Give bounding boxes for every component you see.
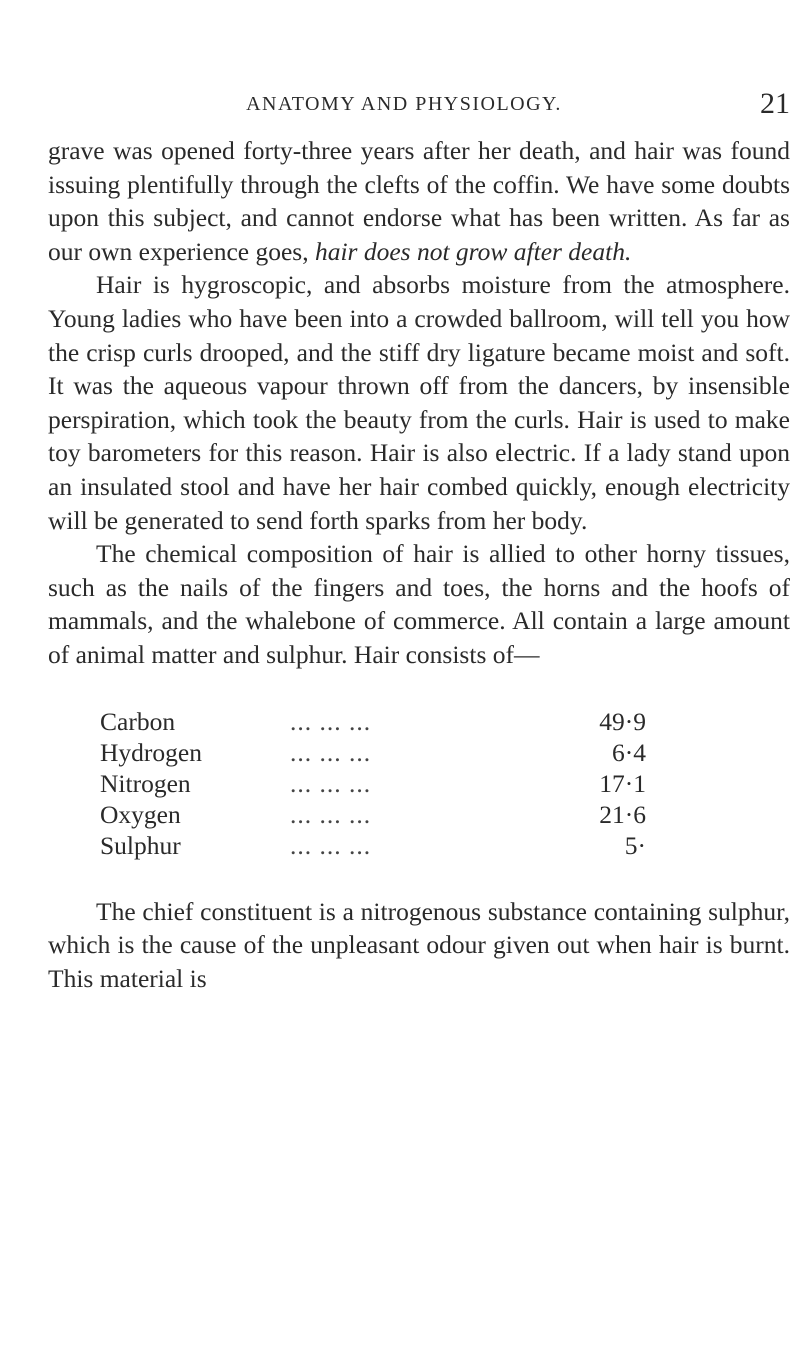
element-value: 6·4 xyxy=(612,737,646,767)
page-header xyxy=(48,84,790,124)
paragraph-text: grave was opened forty-three years after her death, and hair was found issuing plentifully through the clefts of the coffin. We have some doubts upon this subject, and cannot endorse what has been written. As far as our own experience goes, xyxy=(48,136,790,266)
element-value: 21·6 xyxy=(599,799,646,829)
leader-dots: ... ... ... xyxy=(290,830,372,860)
leader-dots: ... ... ... xyxy=(290,706,372,736)
composition-table xyxy=(100,706,650,861)
emphasized-text: hair does not grow after death. xyxy=(314,236,632,266)
element-value: 5· xyxy=(624,830,646,860)
running-title: ANATOMY AND PHYSIOLOGY. xyxy=(246,93,562,115)
paragraph-chief-constituent: The chief constituent is a nitrogenous substance containing sulphur, which is the cause of the unpleasant odour given out when hair is burnt. This material is xyxy=(48,896,790,993)
leader-dots: ... ... ... xyxy=(290,768,372,798)
table-row xyxy=(100,799,650,830)
page-number: 21 xyxy=(760,87,790,120)
paragraph-continuation xyxy=(48,134,790,268)
element-name: Hydrogen xyxy=(100,737,202,767)
element-value: 17·1 xyxy=(599,768,646,798)
table-row xyxy=(100,737,650,768)
table-row xyxy=(100,706,650,737)
table-row xyxy=(100,768,650,799)
element-value: 49·9 xyxy=(599,706,646,736)
leader-dots: ... ... ... xyxy=(290,737,372,767)
leader-dots: ... ... ... xyxy=(290,799,372,829)
paragraph-chemical-composition: The chemical composition of hair is allied to other horny tissues, such as the nails of the fingers and toes, the horns and the hoofs of mammals, and the whalebone of commerce. All contain a large amount of animal matter and sulphur. Hair consists of— xyxy=(48,539,790,669)
element-name: Oxygen xyxy=(100,799,181,829)
element-name: Nitrogen xyxy=(100,768,191,798)
table-row xyxy=(100,830,650,861)
paragraph-hygroscopic: Hair is hygroscopic, and absorbs moisture from the atmosphere. Young ladies who have been into a crowded ballroom, will tell you how the crisp curls drooped, and the stiff dry ligature became moist and soft. It was the aqueous vapour thrown off from the dancers, by insensible perspiration, which took the beauty from the curls. Hair is used to make toy barometers for this reason. Hair is also electric. If a lady stand upon an insulated stool and have her hair combed quickly, enough electricity will be generated to send forth sparks from her body. xyxy=(48,270,790,535)
element-name: Sulphur xyxy=(100,830,181,860)
element-name: Carbon xyxy=(100,706,176,736)
body-text xyxy=(48,134,790,995)
